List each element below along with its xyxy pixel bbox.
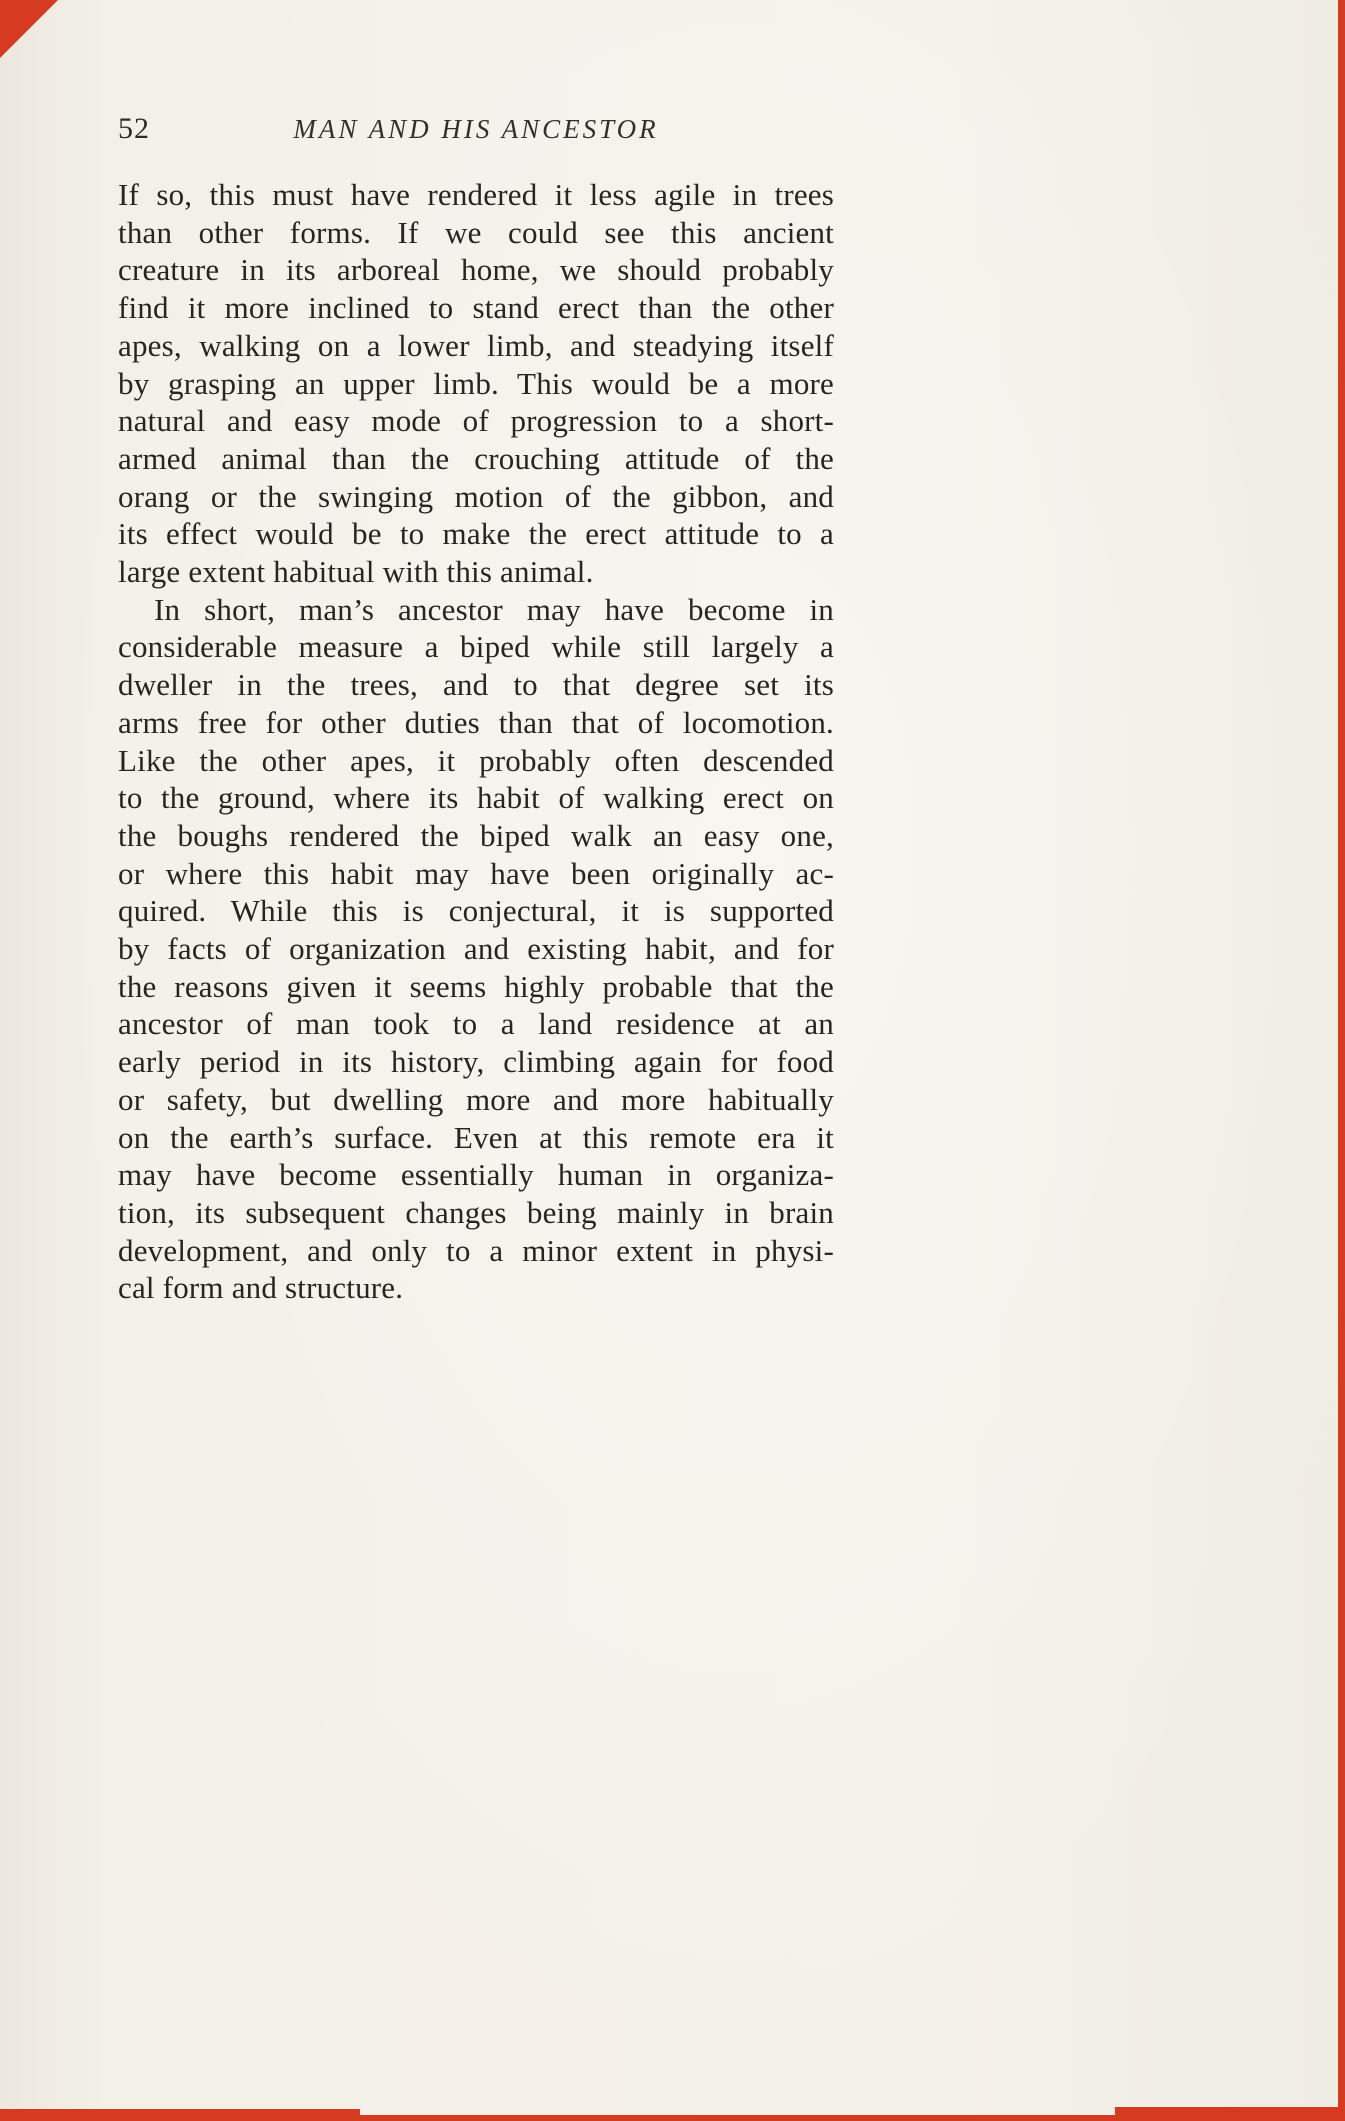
text-line: to the ground, where its habit of walking erect on <box>118 780 834 816</box>
text-block <box>118 176 834 1307</box>
text-line: ancestor of man took to a land residence at an <box>118 1006 834 1042</box>
text-line: In short, man’s ancestor may have become in <box>154 591 834 627</box>
text-line: armed animal than the crouching attitude of the <box>118 440 834 476</box>
running-title: MAN AND HIS ANCESTOR <box>293 114 659 144</box>
text-line: quired. While this is conjectural, it is supported <box>118 893 834 929</box>
paragraph <box>118 591 834 1307</box>
text-line: the boughs rendered the biped walk an easy one, <box>118 817 834 853</box>
text-line: may have become essentially human in organiza- <box>118 1157 834 1193</box>
text-line: Like the other apes, it probably often descended <box>118 742 834 778</box>
text-line: orang or the swinging motion of the gibbon, and <box>118 478 834 514</box>
paragraph <box>118 176 834 591</box>
text-line: or where this habit may have been originally ac- <box>118 855 834 891</box>
text-line: cal form and structure. <box>118 1270 404 1306</box>
scan-artifact-right-edge <box>1338 0 1345 2121</box>
scan-artifact-bottom-left <box>0 2109 360 2121</box>
text-line: large extent habitual with this animal. <box>118 554 594 590</box>
text-line: considerable measure a biped while still largely a <box>118 629 834 665</box>
text-line: find it more inclined to stand erect than the other <box>118 290 834 326</box>
running-header <box>118 112 834 154</box>
text-line: development, and only to a minor extent in physi- <box>118 1232 834 1268</box>
text-line: on the earth’s surface. Even at this remote era it <box>118 1119 834 1155</box>
text-line: If so, this must have rendered it less agile in trees <box>118 177 834 212</box>
text-line: than other forms. If we could see this ancient <box>118 214 834 250</box>
page-number: 52 <box>118 112 150 145</box>
text-line: dweller in the trees, and to that degree set its <box>118 667 834 703</box>
text-line: its effect would be to make the erect attitude to a <box>118 516 834 552</box>
text-line: apes, walking on a lower limb, and steadying itself <box>118 327 834 363</box>
text-line: by facts of organization and existing habit, and for <box>118 931 834 967</box>
text-line: or safety, but dwelling more and more habitually <box>118 1081 834 1117</box>
text-line: creature in its arboreal home, we should probably <box>118 252 834 288</box>
text-line: the reasons given it seems highly probable that the <box>118 968 834 1004</box>
text-line: by grasping an upper limb. This would be a more <box>118 365 834 401</box>
scan-artifact-bottom-right <box>1115 2107 1345 2121</box>
text-line: arms free for other duties than that of locomotion. <box>118 704 834 740</box>
text-line: early period in its history, climbing again for food <box>118 1044 834 1080</box>
text-line: natural and easy mode of progression to a short- <box>118 403 834 439</box>
scan-artifact-top-left <box>0 0 58 58</box>
text-line: tion, its subsequent changes being mainly in brain <box>118 1194 834 1230</box>
